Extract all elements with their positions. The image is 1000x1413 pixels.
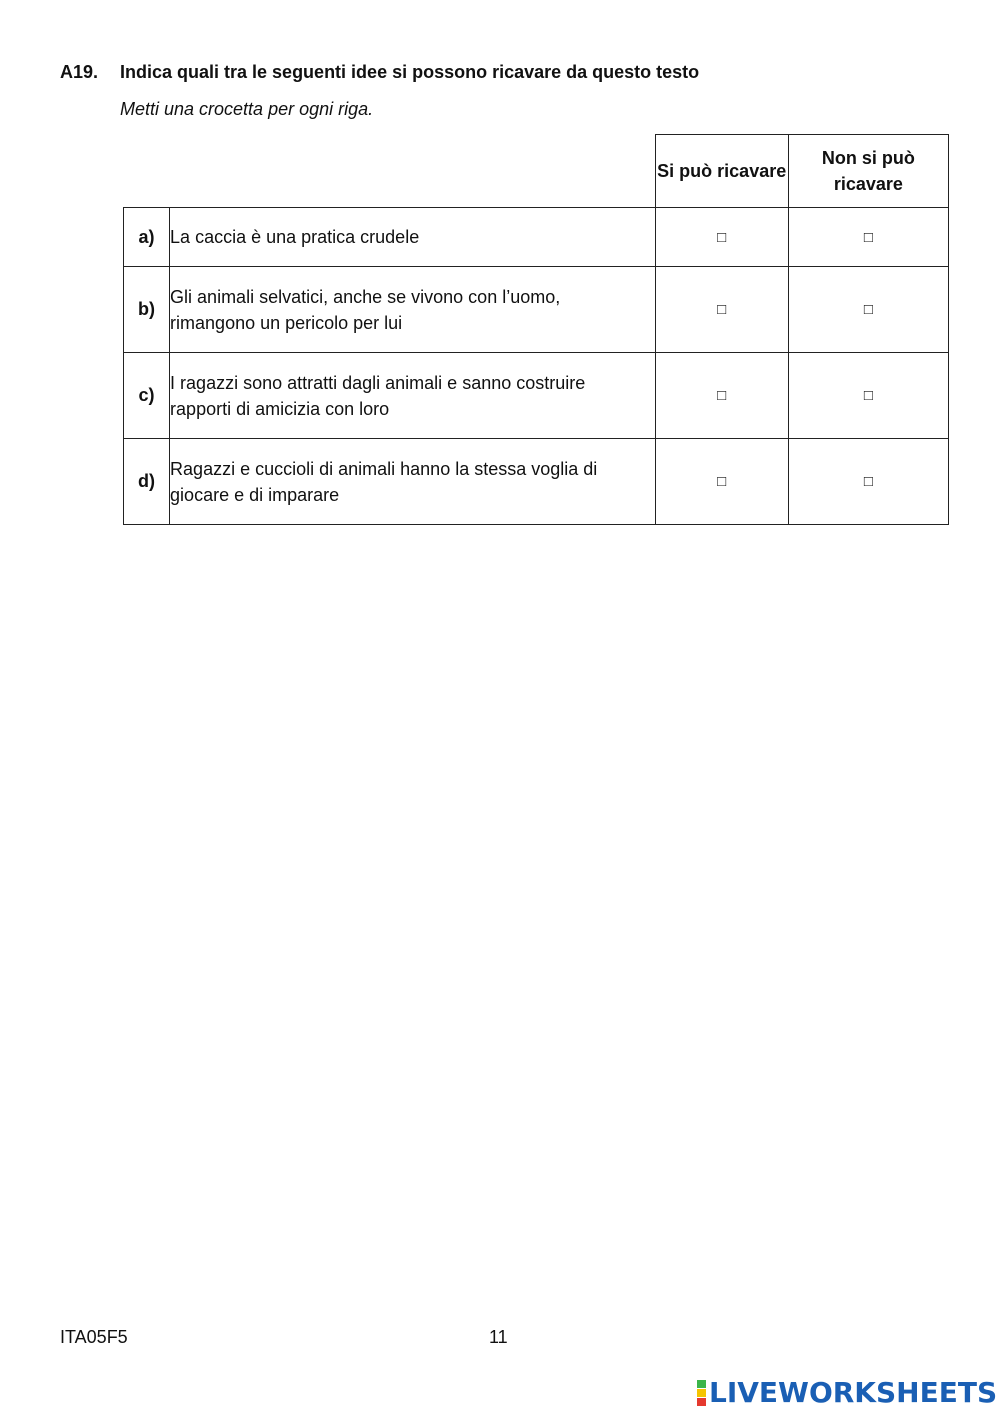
row-label: c): [124, 353, 170, 439]
row-label: d): [124, 439, 170, 525]
table-header-row: [124, 135, 949, 208]
checkbox-can-infer[interactable]: □: [655, 439, 788, 525]
header-blank-cell: [124, 135, 656, 208]
question-instruction: Metti una crocetta per ogni riga.: [120, 99, 374, 119]
brand-name: LIVEWORKSHEETS: [709, 1376, 998, 1409]
question-header: [60, 62, 699, 83]
checkbox-can-infer[interactable]: □: [655, 267, 788, 353]
checkbox-cannot-infer[interactable]: □: [788, 208, 948, 267]
question-title: Indica quali tra le seguenti idee si possono ricavare da questo testo: [120, 62, 700, 82]
table-row: [124, 208, 949, 267]
checkbox-cannot-infer[interactable]: □: [788, 353, 948, 439]
table-row: [124, 439, 949, 525]
liveworksheets-logo-icon: [697, 1380, 706, 1406]
header-can-infer: Si può ricavare: [655, 135, 788, 208]
row-statement: Ragazzi e cuccioli di animali hanno la stessa voglia di giocare e di imparare: [170, 439, 656, 525]
page-number: 11: [489, 1327, 508, 1347]
header-cannot-infer: Non si può ricavare: [788, 135, 948, 208]
row-label: b): [124, 267, 170, 353]
table-row: [124, 353, 949, 439]
checkbox-cannot-infer[interactable]: □: [788, 267, 948, 353]
row-statement: La caccia è una pratica crudele: [170, 208, 656, 267]
row-label: a): [124, 208, 170, 267]
liveworksheets-brand[interactable]: [697, 1376, 997, 1409]
document-code: ITA05F5: [60, 1327, 128, 1347]
checkbox-can-infer[interactable]: □: [655, 208, 788, 267]
answer-table: [123, 134, 949, 525]
checkbox-cannot-infer[interactable]: □: [788, 439, 948, 525]
question-number: A19.: [60, 62, 99, 82]
checkbox-can-infer[interactable]: □: [655, 353, 788, 439]
row-statement: Gli animali selvatici, anche se vivono con l’uomo, rimangono un pericolo per lui: [170, 267, 656, 353]
table-row: [124, 267, 949, 353]
row-statement: I ragazzi sono attratti dagli animali e sanno costruire rapporti di amicizia con loro: [170, 353, 656, 439]
